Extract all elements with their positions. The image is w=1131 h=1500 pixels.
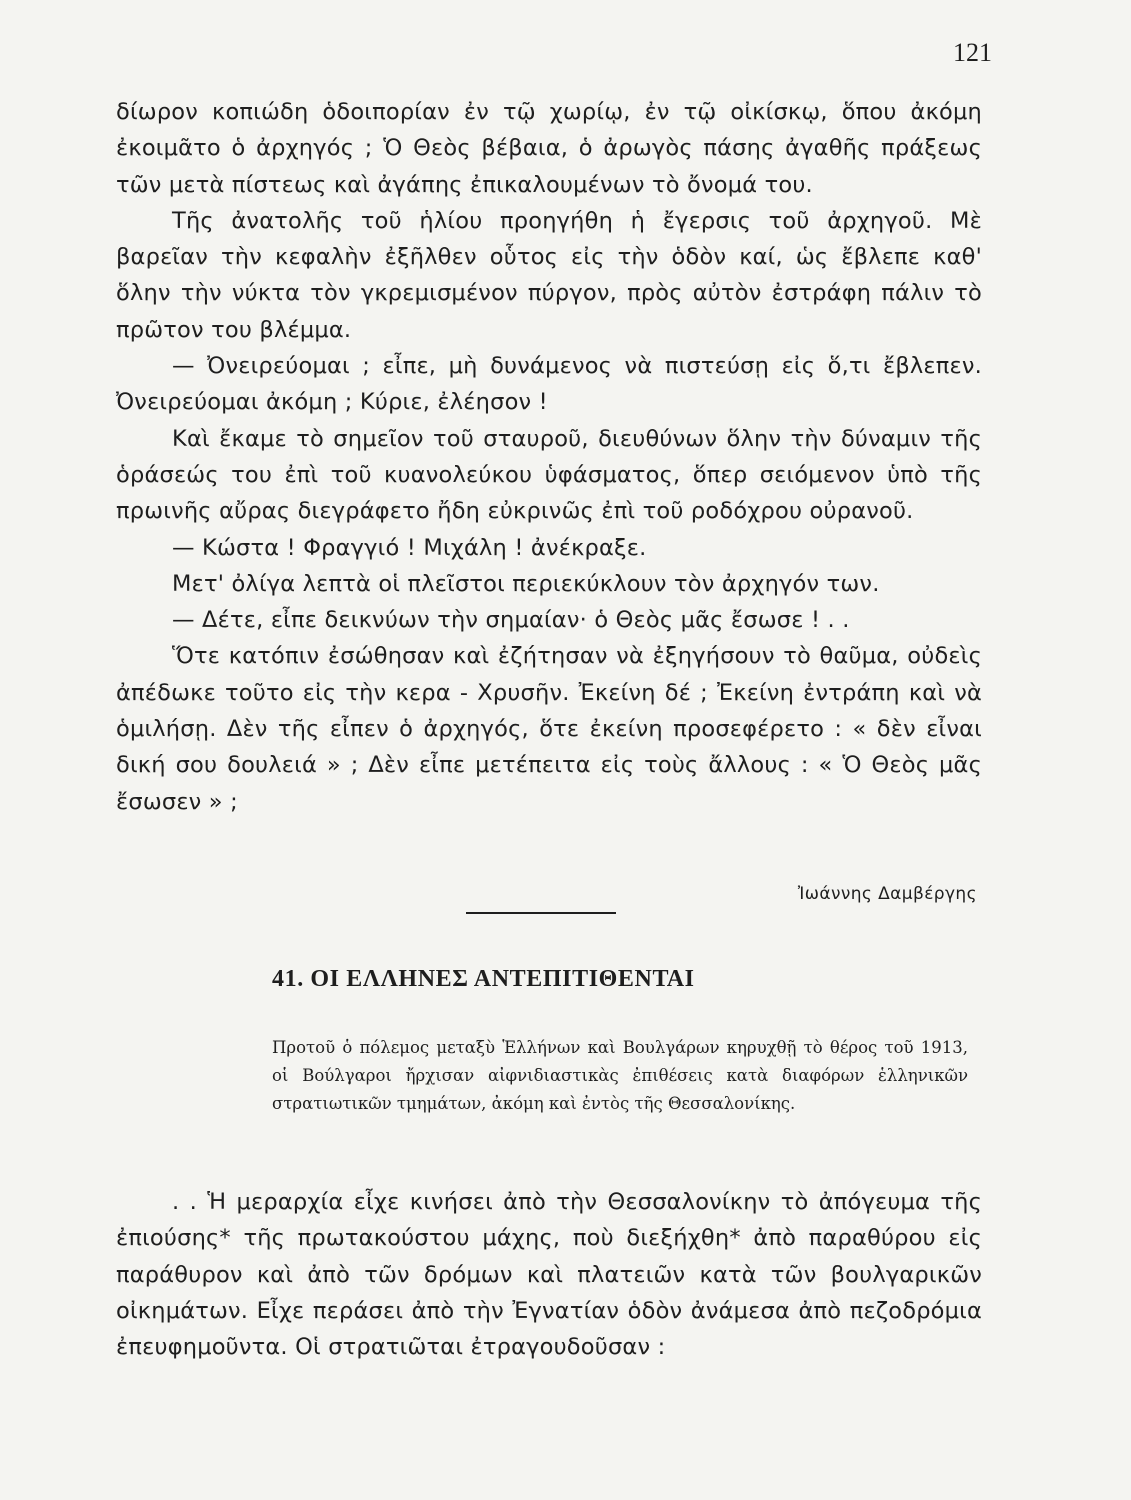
chapter-heading: 41. ΟΙ ΕΛΛΗΝΕΣ ΑΝΤΕΠΙΤΙΘΕΝΤΑΙ: [272, 966, 695, 992]
chapter-intro: Προτοῦ ὁ πόλεμος μεταξὺ Ἑλλήνων καὶ Βουλγάρων κηρυχθῇ τὸ θέρος τοῦ 1913, οἱ Βούλγαροι ἤρχισαν αἰφνιδιαστικὰς ἐπιθέσεις κατὰ διαφόρων ἑλληνικῶν στρατιωτικῶν τμημάτων, ἀκόμη καὶ ἐντὸς τῆς Θεσσαλονίκης.: [272, 1038, 968, 1113]
paragraph: Μετ' ὀλίγα λεπτὰ οἱ πλεῖστοι περιεκύκλουν τὸν ἀρχηγόν των.: [172, 570, 880, 597]
paragraph: — Ὀνειρεύομαι ; εἶπε, μὴ δυνάμενος νὰ πιστεύσῃ εἰς ὅ,τι ἔβλεπεν. Ὀνειρεύομαι ἀκόμη ; Κύριε, ἐλέησον !: [116, 353, 982, 416]
paragraph: Καὶ ἔκαμε τὸ σημεῖον τοῦ σταυροῦ, διευθύνων ὅλην τὴν δύναμιν τῆς ὁράσεώς του ἐπὶ τοῦ κυανολεύκου ὑφάσματος, ὅπερ σειόμενον ὑπὸ τῆς πρωινῆς αὔρας διεγράφετο ἤδη εὐκρινῶς ἐπὶ τοῦ ροδόχρου οὐρανοῦ.: [116, 425, 982, 525]
section-divider: [466, 912, 616, 914]
author-signature: Ἰωάννης Δαμβέργης: [797, 884, 977, 904]
paragraph: . . Ἡ μεραρχία εἶχε κινήσει ἀπὸ τὴν Θεσσαλονίκην τὸ ἀπόγευμα τῆς ἐπιούσης* τῆς πρωτακούστου μάχης, ποὺ διεξήχθη* ἀπὸ παραθύρου εἰς παράθυρον καὶ ἀπὸ τῶν δρόμων καὶ πλατειῶν κατὰ τῶν βουλγαρικῶν οἰκημάτων. Εἶχε περάσει ἀπὸ τὴν Ἐγνατίαν ὁδὸν ἀνάμεσα ἀπὸ πεζοδρόμια ἐπευφημοῦντα. Οἱ στρατιῶται ἐτραγουδοῦσαν :: [116, 1189, 982, 1361]
paragraph: Ὅτε κατόπιν ἐσώθησαν καὶ ἐζήτησαν νὰ ἐξηγήσουν τὸ θαῦμα, οὐδεὶς ἀπέδωκε τοῦτο εἰς τὴν κερα - Χρυσῆν. Ἐκείνη δέ ; Ἐκείνη ἐντράπη καὶ νὰ ὁμιλήσῃ. Δὲν τῆς εἶπεν ὁ ἀρχηγός, ὅτε ἐκείνη προσεφέρετο : « δὲν εἶναι δική σου δουλειά » ; Δὲν εἶπε μετέπειτα εἰς τοὺς ἄλλους : « Ὁ Θεὸς μᾶς ἔσωσεν » ;: [116, 643, 982, 815]
paragraph: δίωρον κοπιώδη ὁδοιπορίαν ἐν τῷ χωρίῳ, ἐν τῷ οἰκίσκῳ, ὅπου ἀκόμη ἐκοιμᾶτο ὁ ἀρχηγός ; Ὁ Θεὸς βέβαια, ὁ ἀρωγὸς πάσης ἀγαθῆς πράξεως τῶν μετὰ πίστεως καὶ ἀγάπης ἐπικαλουμένων τὸ ὄνομά του.: [116, 99, 982, 198]
story-text: [116, 94, 982, 820]
page-number: 121: [953, 38, 992, 67]
paragraph: — Κώστα ! Φραγγιό ! Μιχάλη ! ἀνέκραξε.: [172, 534, 647, 561]
chapter-excerpt: [116, 1184, 982, 1365]
paragraph: — Δέτε, εἶπε δεικνύων τὴν σημαίαν· ὁ Θεὸς μᾶς ἔσωσε ! . .: [172, 607, 850, 634]
paragraph: Τῆς ἀνατολῆς τοῦ ἡλίου προηγήθη ἡ ἔγερσις τοῦ ἀρχηγοῦ. Μὲ βαρεῖαν τὴν κεφαλὴν ἐξῆλθεν οὗτος εἰς τὴν ὁδὸν καί, ὡς ἔβλεπε καθ' ὅλην τὴν νύκτα τὸν γκρεμισμένον πύργον, πρὸς αὐτὸν ἐστράφη πάλιν τὸ πρῶτον του βλέμμα.: [116, 207, 982, 343]
